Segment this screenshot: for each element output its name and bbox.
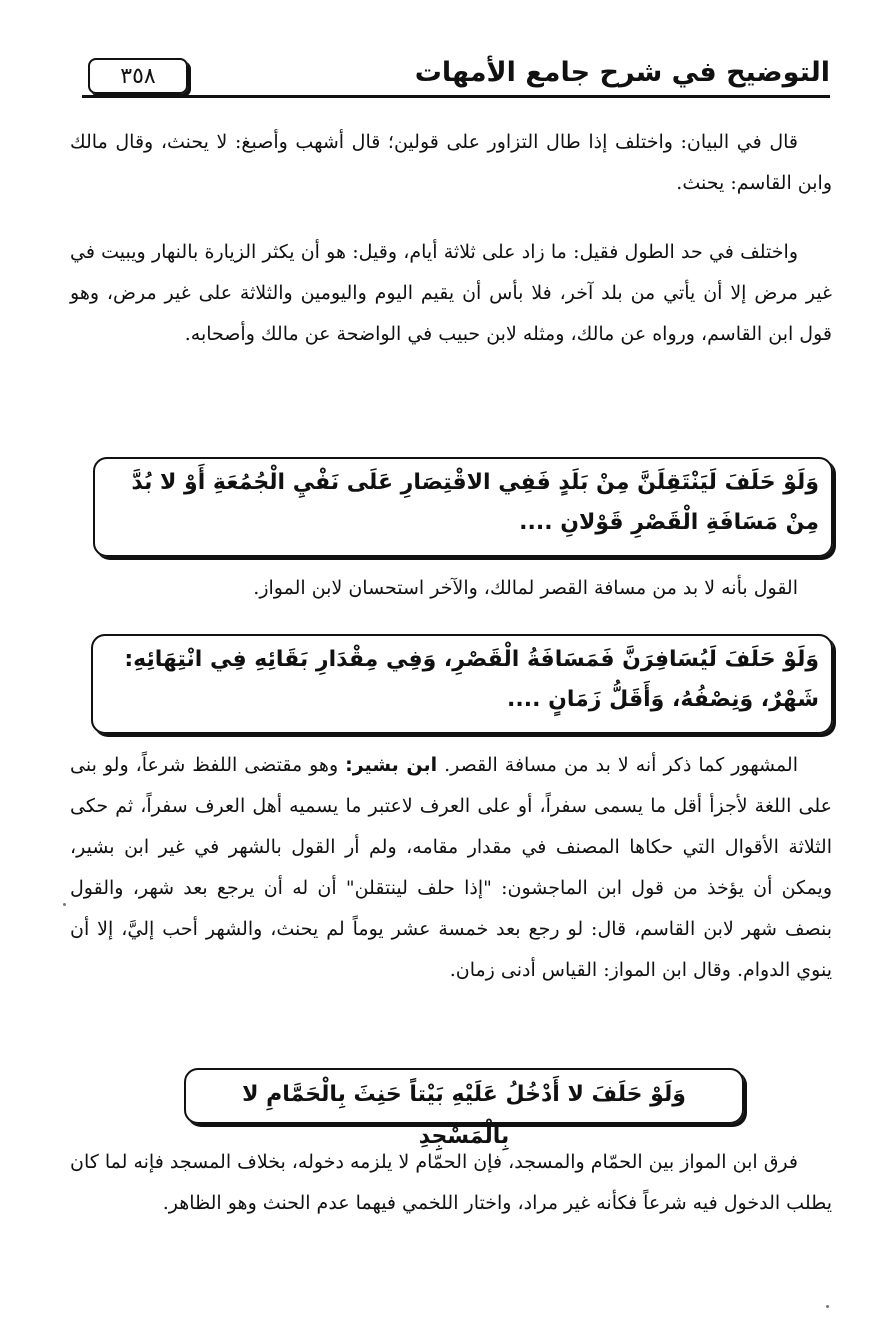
paragraph-5-text: فرق ابن المواز بين الحمّام والمسجد، فإن الحمّام لا يلزمه دخوله، بخلاف المسجد فإنه لما كان يطلب الدخول فيه شرعاً فكأنه غير مراد، واختار اللخمي فيهما عدم الحنث وهو الظاهر. xyxy=(70,1151,832,1214)
matn-heading-3 xyxy=(184,1068,744,1149)
paragraph-4 xyxy=(70,745,832,991)
scan-speck xyxy=(826,1305,829,1308)
paragraph-1 xyxy=(70,122,832,204)
paragraph-3-text: القول بأنه لا بد من مسافة القصر لمالك، والآخر استحسان لابن المواز. xyxy=(253,577,798,599)
matn-heading-1 xyxy=(93,457,833,557)
paragraph-3 xyxy=(70,568,832,609)
page-number: ٣٥٨ xyxy=(120,63,156,89)
matn-heading-3-text: وَلَوْ حَلَفَ لا أَدْخُلُ عَلَيْهِ بَيْتاً حَنِثَ بِالْحَمَّامِ لا بِالْمَسْجِدِ xyxy=(242,1082,686,1149)
matn-heading-1-text: وَلَوْ حَلَفَ لَيَنْتَقِلَنَّ مِنْ بَلَدٍ فَفِي الاقْتِصَارِ عَلَى نَفْيِ الْجُمُعَةِ أَوْ لا بُدَّ مِنْ مَسَافَةِ الْقَصْرِ قَوْلانِ .... xyxy=(131,470,819,535)
header-rule xyxy=(82,95,830,98)
page-number-box xyxy=(88,58,188,94)
book-title: التوضيح في شرح جامع الأمهات xyxy=(414,57,830,88)
scan-speck xyxy=(63,903,66,906)
page-header xyxy=(82,52,830,102)
paragraph-4-start: المشهور كما ذكر أنه لا بد من مسافة القصر. xyxy=(444,754,798,776)
paragraph-2-text: واختلف في حد الطول فقيل: ما زاد على ثلاثة أيام، وقيل: هو أن يكثر الزيارة بالنهار ويبيت في غير مرض إلا أن يأتي من بلد آخر، فلا بأس أن يقيم اليوم واليومين والثلاثة على غير مرض، وهو قول ابن القاسم، ورواه عن مالك، ومثله لابن حبيب في الواضحة عن مالك وأصحابه. xyxy=(70,241,832,345)
matn-heading-2 xyxy=(91,634,833,734)
paragraph-2 xyxy=(70,232,832,355)
matn-heading-2-text: وَلَوْ حَلَفَ لَيُسَافِرَنَّ فَمَسَافَةُ الْقَصْرِ، وَفِي مِقْدَارِ بَقَائِهِ فِي انْتِهَائِهِ: شَهْرٌ، وَنِصْفُهُ، وَأَقَلُّ زَمَانٍ .... xyxy=(124,647,819,712)
paragraph-4-author: ابن بشير: xyxy=(345,754,438,776)
paragraph-1-text: قال في البيان: واختلف إذا طال التزاور على قولين؛ قال أشهب وأصبغ: لا يحنث، وقال مالك وابن القاسم: يحنث. xyxy=(70,131,832,194)
paragraph-5 xyxy=(70,1142,832,1224)
paragraph-4-rest: وهو مقتضى اللفظ شرعاً، ولو بنى على اللغة لأجزأ أقل ما يسمى سفراً، أو على العرف لاعتبر ما يسميه أهل العرف سفراً، ثم حكى الثلاثة الأقوال التي حكاها المصنف في مقدار مقامه، ولم أر القول بالشهر في غير ابن بشير، ويمكن أن يؤخذ من قول ابن الماجشون: "إذا حلف لينتقلن" أن له أن يرجع بعد شهر، والقول بنصف شهر لابن القاسم، قال: لو رجع بعد خمسة عشر يوماً لم يحنث، والشهر أحب إليَّ، إلا أن ينوي الدوام. وقال ابن المواز: القياس أدنى زمان. xyxy=(70,754,832,981)
